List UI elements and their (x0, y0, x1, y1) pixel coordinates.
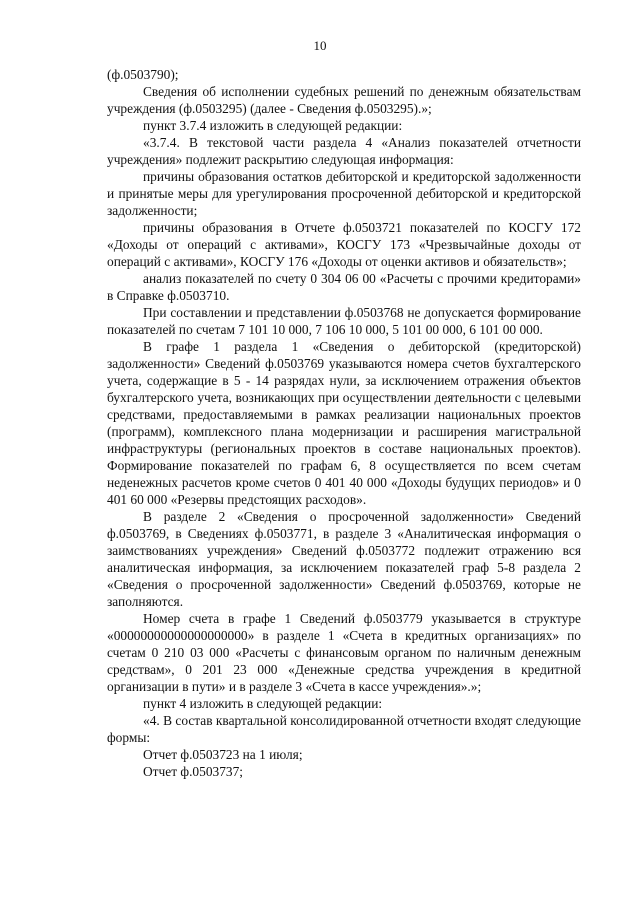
paragraph: пункт 4 изложить в следующей редакции: (143, 696, 383, 711)
paragraph: Номер счета в графе 1 Сведений ф.0503779 указывается в структуре «00000000000000000000» в разделе 1 «Счета в кредитных организациях» по счетам 0 210 03 000 «Расчеты с финансовым органом по наличным денежным средствам», 0 201 23 000 «Денежные средства учреждения в кредитной организации в пути» и в разделе 3 «Счета в кассе учреждения».»; (107, 611, 581, 694)
paragraph: (ф.0503790); (107, 67, 179, 82)
paragraph: В графе 1 раздела 1 «Сведения о дебиторской (кредиторской) задолженности» Сведений ф.0503769 указываются номера счетов бухгалтерского учета, содержащие в 5 - 14 разрядах нули, за исключением отражения объектов бухгалтерского учета, возникающих при осуществлении деятельности с целевыми средствами, предоставляемыми в рамках реализации национальных проектов (программ), комплексного плана модернизации и расширения магистральной инфраструктуры (региональных проектов в составе национальных проектов). Формирование показателей по графам 6, 8 осуществляется по всем счетам неденежных расчетов кроме счетов 0 401 40 000 «Доходы будущих периодов» и 0 401 60 000 «Резервы предстоящих расходов». (107, 339, 581, 507)
document-body (107, 66, 581, 780)
paragraph: Отчет ф.0503723 на 1 июля; (143, 747, 303, 762)
paragraph: причины образования в Отчете ф.0503721 показателей по КОСГУ 172 «Доходы от операций с активами», КОСГУ 173 «Чрезвычайные доходы от операций с активами», КОСГУ 176 «Доходы от оценки активов и обязательств»; (107, 220, 581, 269)
paragraph: Отчет ф.0503737; (143, 764, 244, 779)
paragraph: При составлении и представлении ф.0503768 не допускается формирование показателей по счетам 7 101 10 000, 7 106 10 000, 5 101 00 000, 6 101 00 000. (107, 305, 581, 337)
paragraph: «4. В состав квартальной консолидированной отчетности входят следующие формы: (107, 713, 581, 745)
paragraph: Сведения об исполнении судебных решений по денежным обязательствам учреждения (ф.0503295) (далее - Сведения ф.0503295).»; (107, 84, 581, 116)
paragraph: причины образования остатков дебиторской и кредиторской задолженности и принятые меры для урегулирования просроченной дебиторской и кредиторской задолженности; (107, 169, 581, 218)
paragraph: пункт 3.7.4 изложить в следующей редакции: (143, 118, 403, 133)
paragraph: В разделе 2 «Сведения о просроченной задолженности» Сведений ф.0503769, в Сведениях ф.0503771, в разделе 3 «Аналитическая информация о заимствованиях учреждения» Сведений ф.0503772 подлежит отражению вся аналитическая информация, за исключением показателей граф 5-8 раздела 2 «Сведения о просроченной задолженности» Сведений ф.0503769, которые не заполняются. (107, 509, 581, 609)
paragraph: «3.7.4. В текстовой части раздела 4 «Анализ показателей отчетности учреждения» подлежит раскрытию следующая информация: (107, 135, 581, 167)
page-number: 10 (313, 38, 327, 53)
paragraph: анализ показателей по счету 0 304 06 00 «Расчеты с прочими кредиторами» в Справке ф.0503710. (107, 271, 581, 303)
